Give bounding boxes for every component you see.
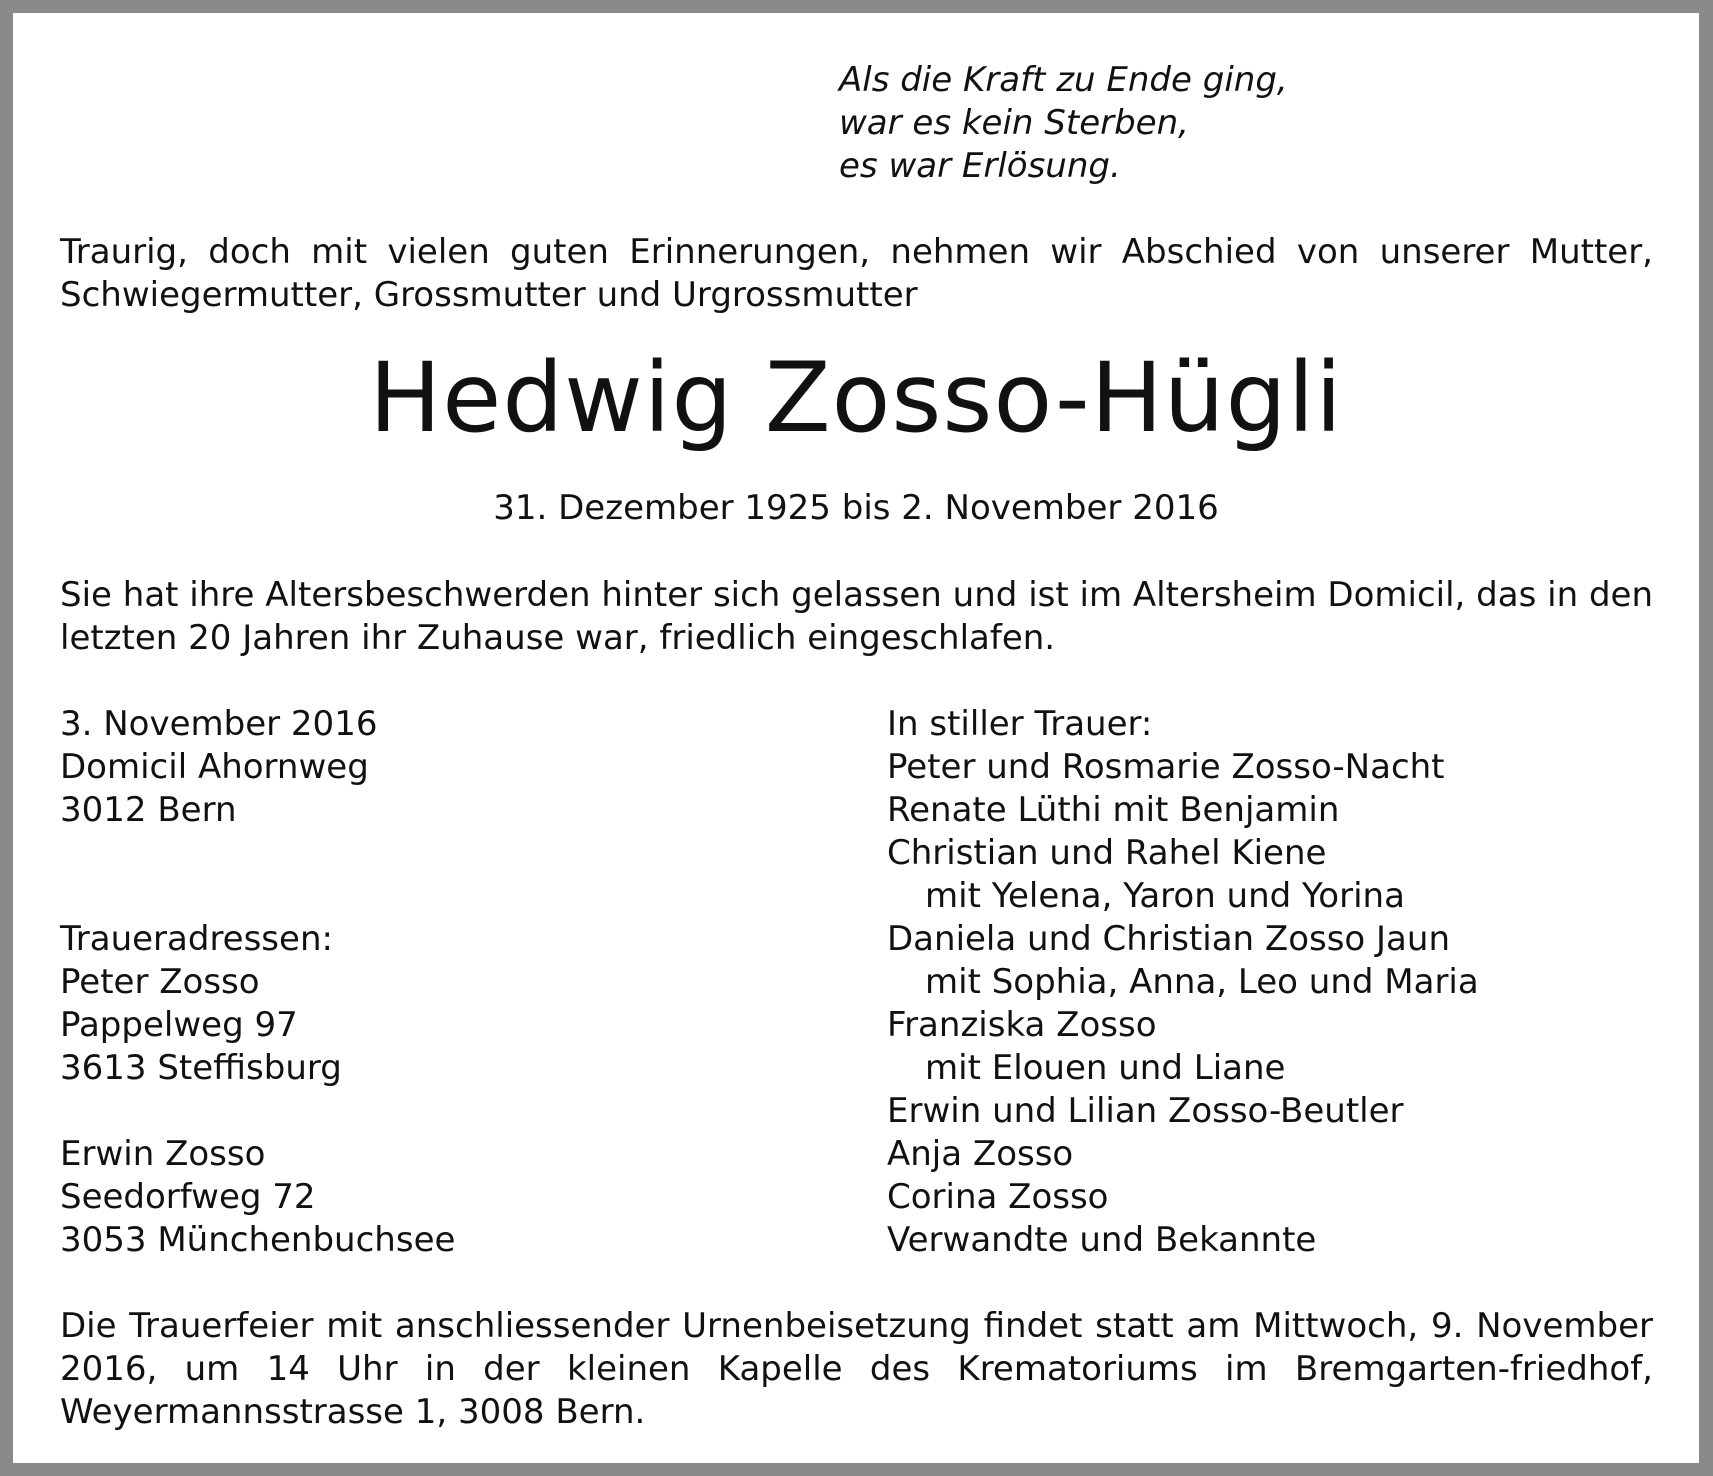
address-line: Pappelweg 97 (60, 1005, 298, 1045)
mourner-line: Renate Lüthi mit Benjamin (887, 790, 1340, 830)
body-paragraph: Sie hat ihre Altersbeschwerden hinter sich gelassen und ist im Altersheim Domicil, das in den letzten 20 Jahren ihr Zuhause war, friedlich eingeschlafen. (60, 575, 1653, 658)
mourner-line: mit Yelena, Yaron und Yorina (925, 876, 1405, 916)
address-line: Seedorfweg 72 (60, 1177, 316, 1217)
motto-line: Als die Kraft zu Ende ging, (839, 60, 1288, 100)
mourner-line: Daniela und Christian Zosso Jaun (887, 919, 1450, 959)
mourner-line: Erwin und Lilian Zosso-Beutler (887, 1091, 1404, 1131)
mourner-line: Corina Zosso (887, 1177, 1109, 1217)
mourners-column (887, 703, 1479, 1262)
mourner-line: Anja Zosso (887, 1134, 1074, 1174)
left-column (60, 703, 455, 1262)
addresses-heading: Traueradressen: (60, 919, 333, 959)
mourner-list (887, 746, 1479, 1262)
ceremony-paragraph: Die Trauerfeier mit anschliessender Urnenbeisetzung findet statt am Mittwoch, 9. November 2016, um 14 Uhr in der kleinen Kapelle des Krematoriums im Bremgarten-friedhof, Weyermannsstrasse 1, 3008 Bern. (60, 1306, 1653, 1432)
mourner-line: Christian und Rahel Kiene (887, 833, 1327, 873)
obituary-card (13, 13, 1699, 1463)
address-line: 3053 Münchenbuchsee (60, 1220, 456, 1260)
place-street: Domicil Ahornweg (60, 747, 369, 787)
mourners-heading: In stiller Trauer: (887, 704, 1153, 744)
mourner-line: mit Elouen und Liane (925, 1048, 1286, 1088)
place-city: 3012 Bern (60, 790, 237, 830)
motto-line: es war Erlösung. (839, 146, 1121, 186)
place-date: 3. November 2016 (60, 704, 378, 744)
address-line: 3613 Steffisburg (60, 1048, 342, 1088)
life-dates: 31. Dezember 1925 bis 2. November 2016 (493, 488, 1219, 528)
intro-paragraph: Traurig, doch mit vielen guten Erinnerungen, nehmen wir Abschied von unserer Mutter, Schwiegermutter, Grossmutter und Urgrossmutter (60, 232, 1653, 315)
deceased-name: Hedwig Zosso-Hügli (369, 342, 1343, 454)
mourner-line: mit Sophia, Anna, Leo und Maria (925, 962, 1479, 1002)
address-line: Erwin Zosso (60, 1134, 266, 1174)
motto-line: war es kein Sterben, (839, 103, 1189, 143)
mourner-line: Verwandte und Bekannte (887, 1220, 1317, 1260)
mourner-line: Franziska Zosso (887, 1005, 1157, 1045)
mourner-line: Peter und Rosmarie Zosso-Nacht (887, 747, 1445, 787)
motto-verse (839, 59, 1288, 188)
address-line: Peter Zosso (60, 962, 260, 1002)
